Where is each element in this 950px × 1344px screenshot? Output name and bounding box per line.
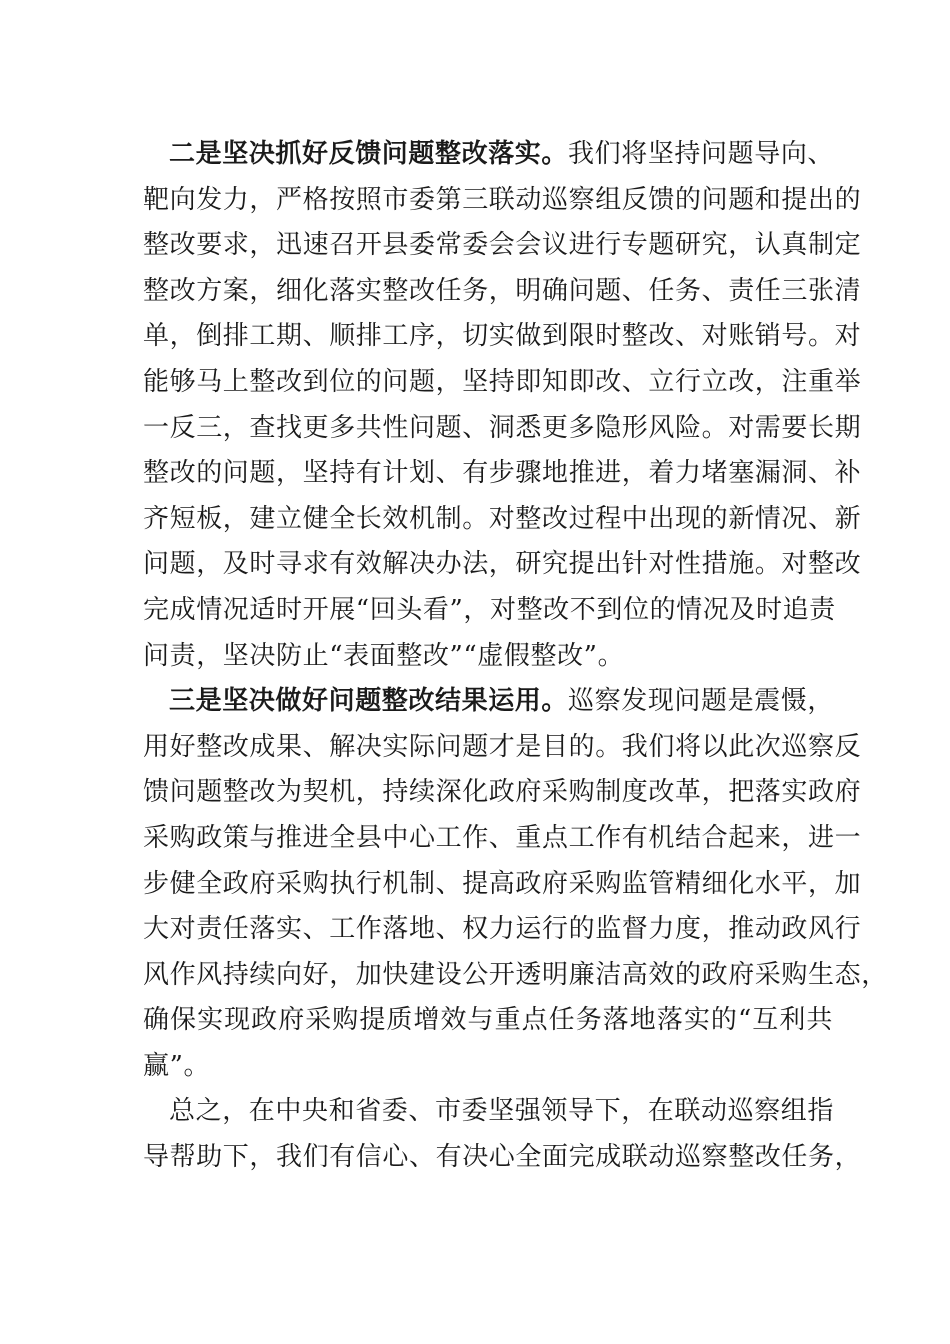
- paragraph-2-line-8: 确保实现政府采购提质增效与重点任务落地落实的“互利共: [143, 1005, 833, 1036]
- paragraph-2-line-4: 采购政策与推进全县中心工作、重点工作有机结合起来，进一: [143, 822, 862, 853]
- paragraph-1-line-11: 完成情况适时开展“回头看”，对整改不到位的情况及时追责: [143, 594, 836, 625]
- paragraph-2-line-6: 大对责任落实、工作落地、权力运行的监督力度，推动政风行: [143, 914, 862, 945]
- paragraph-2-line-2: 用好整改成果、解决实际问题才是目的。我们将以此次巡察反: [143, 731, 862, 762]
- paragraph-1-heading: 二是坚决抓好反馈问题整改落实。: [169, 139, 569, 169]
- paragraph-1-line-7: 一反三，查找更多共性问题、洞悉更多隐形风险。对需要长期: [143, 412, 862, 443]
- paragraph-2-line-7: 风作风持续向好，加快建设公开透明廉洁高效的政府采购生态，: [143, 959, 888, 990]
- paragraph-1-line-1: [143, 132, 833, 178]
- paragraph-1-line-3: 整改要求，迅速召开县委常委会会议进行专题研究，认真制定: [143, 230, 862, 261]
- paragraph-2-line-9: 赢”。: [143, 1050, 211, 1081]
- paragraph-1-line-10: 问题，及时寻求有效解决办法，研究提出针对性措施。对整改: [143, 549, 862, 580]
- paragraph-2-text: 巡察发现问题是震慑，: [568, 686, 835, 717]
- paragraph-1-line-6: 能够马上整改到位的问题，坚持即知即改、立行立改，注重举: [143, 366, 862, 397]
- paragraph-3-line-2: 导帮助下，我们有信心、有决心全面完成联动巡察整改任务，: [143, 1142, 862, 1173]
- paragraph-1-line-5: 单，倒排工期、顺排工序，切实做到限时整改、对账销号。对: [143, 321, 862, 352]
- paragraph-1-line-8: 整改的问题，坚持有计划、有步骤地推进，着力堵塞漏洞、补: [143, 458, 862, 489]
- paragraph-1-line-2: 靶向发力，严格按照市委第三联动巡察组反馈的问题和提出的: [143, 184, 862, 215]
- paragraph-1-line-4: 整改方案，细化落实整改任务，明确问题、任务、责任三张清: [143, 275, 862, 306]
- document-body: [143, 132, 888, 1181]
- paragraph-3-line-1: 总之，在中央和省委、市委坚强领导下，在联动巡察组指: [169, 1096, 835, 1127]
- paragraph-2-line-3: 馈问题整改为契机，持续深化政府采购制度改革，把落实政府: [143, 777, 862, 808]
- paragraph-2-line-5: 步健全政府采购执行机制、提高政府采购监管精细化水平，加: [143, 868, 862, 899]
- paragraph-1-text: 我们将坚持问题导向、: [568, 139, 835, 169]
- paragraph-2-line-1: [143, 679, 833, 725]
- paragraph-2-heading: 三是坚决做好问题整改结果运用。: [169, 686, 569, 717]
- paragraph-1-line-12: 问责，坚决防止“表面整改”“虚假整改”。: [143, 640, 625, 671]
- paragraph-1-line-9: 齐短板，建立健全长效机制。对整改过程中出现的新情况、新: [143, 503, 862, 534]
